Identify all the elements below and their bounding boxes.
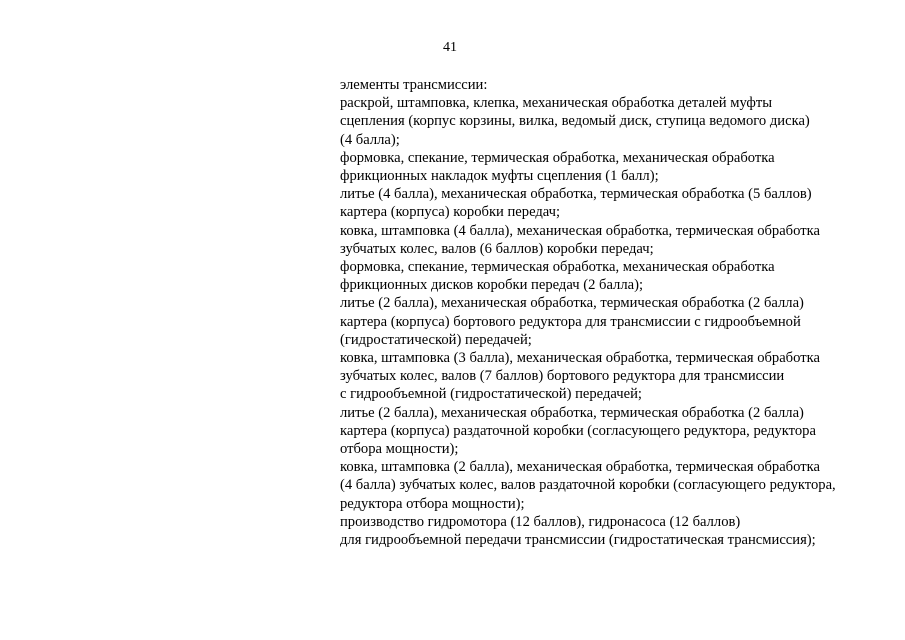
text-line: ковка, штамповка (2 балла), механическая обработка, термическая обработка bbox=[340, 459, 820, 476]
text-line: формовка, спекание, термическая обработка, механическая обработка bbox=[340, 149, 775, 166]
text-line: литье (2 балла), механическая обработка, термическая обработка (2 балла) bbox=[340, 295, 804, 312]
text-line: отбора мощности); bbox=[340, 441, 459, 458]
text-line: формовка, спекание, термическая обработка, механическая обработка bbox=[340, 259, 775, 276]
text-line: картера (корпуса) бортового редуктора для трансмиссии с гидрообъемной bbox=[340, 313, 801, 330]
text-line: (4 балла); bbox=[340, 131, 400, 148]
text-line: сцепления (корпус корзины, вилка, ведомый диск, ступица ведомого диска) bbox=[340, 113, 810, 130]
text-line: ковка, штамповка (3 балла), механическая обработка, термическая обработка bbox=[340, 350, 820, 367]
page-number: 41 bbox=[443, 40, 457, 55]
document-body bbox=[340, 76, 880, 549]
text-line: редуктора отбора мощности); bbox=[340, 495, 525, 512]
text-line: раскрой, штамповка, клепка, механическая обработка деталей муфты bbox=[340, 95, 773, 112]
text-line: производство гидромотора (12 баллов), гидронасоса (12 баллов) bbox=[340, 513, 741, 530]
text-line: литье (4 балла), механическая обработка, термическая обработка (5 баллов) bbox=[340, 186, 812, 203]
text-line: зубчатых колес, валов (6 баллов) коробки передач; bbox=[340, 240, 654, 257]
text-line: (гидростатической) передачей; bbox=[340, 331, 532, 348]
text-line: картера (корпуса) коробки передач; bbox=[340, 204, 561, 221]
text-line: зубчатых колес, валов (7 баллов) бортового редуктора для трансмиссии bbox=[340, 368, 785, 385]
text-line: литье (2 балла), механическая обработка, термическая обработка (2 балла) bbox=[340, 404, 804, 421]
text-line: картера (корпуса) раздаточной коробки (согласующего редуктора, редуктора bbox=[340, 422, 816, 439]
text-line: ковка, штамповка (4 балла), механическая обработка, термическая обработка bbox=[340, 222, 820, 239]
text-line: для гидрообъемной передачи трансмиссии (гидростатическая трансмиссия); bbox=[340, 532, 816, 549]
text-line: с гидрообъемной (гидростатической) передачей; bbox=[340, 386, 642, 403]
text-line: (4 балла) зубчатых колес, валов раздаточной коробки (согласующего редуктора, bbox=[340, 477, 836, 494]
text-line: элементы трансмиссии: bbox=[340, 77, 488, 93]
text-line: фрикционных дисков коробки передач (2 балла); bbox=[340, 277, 644, 294]
text-line: фрикционных накладок муфты сцепления (1 балл); bbox=[340, 168, 659, 185]
